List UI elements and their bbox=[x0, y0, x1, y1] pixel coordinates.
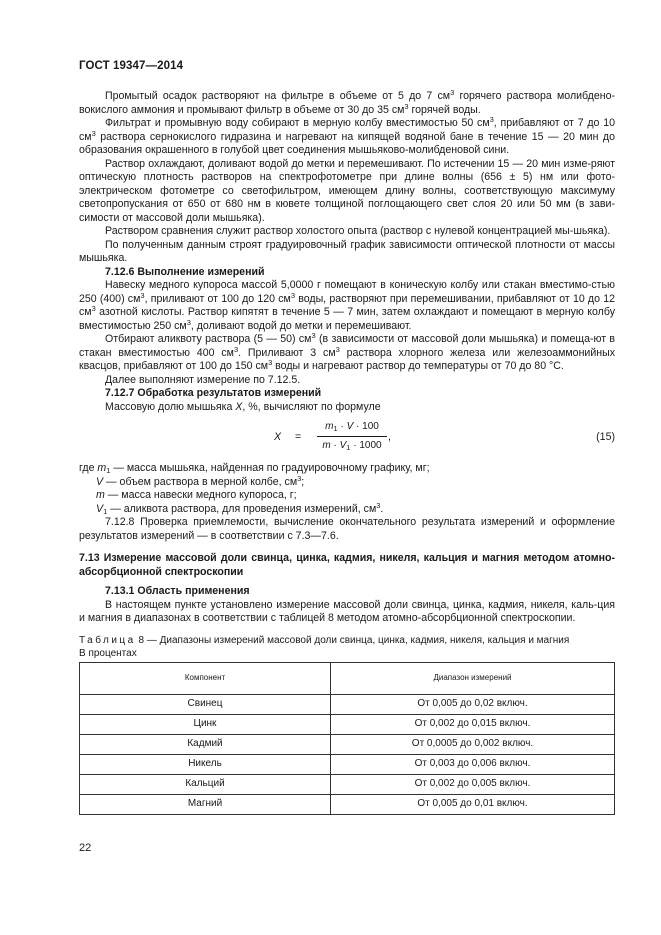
subscript: 1 bbox=[106, 466, 111, 475]
spacer bbox=[79, 543, 615, 552]
superscript: 3 bbox=[404, 101, 409, 111]
paragraph bbox=[79, 90, 615, 117]
table-cell: Цинк bbox=[80, 714, 331, 734]
formula-lhs: X bbox=[274, 431, 282, 443]
table-row bbox=[80, 734, 615, 754]
paragraph bbox=[79, 401, 615, 415]
table-row bbox=[80, 714, 615, 734]
superscript: 3 bbox=[290, 290, 296, 300]
paragraph: Далее выполняют измерение по 7.12.5. bbox=[105, 373, 301, 386]
table-row bbox=[80, 774, 615, 794]
table-cell: От 0,002 до 0,005 включ. bbox=[331, 774, 615, 794]
formula-equals: = bbox=[295, 431, 302, 443]
paragraph: 7.12.8 Проверка приемлемости, вычисление окончательного результата измерений и оформление результатов измерений — в соответствии с 7.3—7.6. bbox=[79, 516, 615, 542]
text: азотной кислоты. Раствор кипятят в течение 5 — 7 мин, затем охлаждают и помещают в мерную колбу вместимостью 250 см bbox=[79, 306, 615, 332]
table-cell: Магний bbox=[80, 794, 331, 814]
paragraph bbox=[79, 333, 615, 374]
superscript: 3 bbox=[91, 304, 96, 313]
table-cell: Свинец bbox=[80, 694, 331, 714]
text: Промытый осадок растворяют на фильтре в объеме от 5 до 7 см bbox=[105, 90, 451, 102]
paragraph: В настоящем пункте установлено измерение массовой доли свинца, цинка, кадмия, никеля, каль-ция и магния в диапазонах в соответствии с таблицей 8 методом атомно-абсорбционной спектроскопии. bbox=[79, 598, 615, 624]
standard-header: ГОСТ 19347—2014 bbox=[79, 60, 184, 72]
section-heading: 7.13 Измерение массовой доли свинца, цинка, кадмия, никеля, кальция и магния методом атомно-абсорбционной спектроскопии bbox=[79, 552, 615, 578]
superscript: 3 bbox=[335, 344, 340, 354]
table-caption bbox=[79, 634, 615, 648]
text: . bbox=[380, 502, 384, 515]
text: , прибавляют от 7 до 10 см bbox=[79, 117, 615, 143]
fraction-line bbox=[317, 436, 387, 437]
text: раствора хлорного железа или железоаммонийных квасцов, прибавляют от 100 до 150 см bbox=[79, 346, 616, 372]
table-unit: В процентах bbox=[79, 648, 137, 659]
table-header-row bbox=[80, 662, 615, 694]
paragraph: Раствором сравнения служит раствор холостого опыта (раствор с нулевой концентрацией мы-шьяка). bbox=[105, 225, 611, 237]
superscript: 3 bbox=[297, 473, 302, 483]
paragraph: Раствор охлаждают, доливают водой до метки и перемешивают. По истечении 15 — 20 мин изме-ряют оптическую плотность растворов на спектрофотометре при длине волны (656 ± 5) нм или фото-электрическом фотометре со светофильтром, имеющем длину волны, соответствующую максимуму светопропускания от 650 от 680 нм в кювете толщиной поглощающего свет слоя 20 или 50 мм (в зави-симости от массовой доли мышьяка). bbox=[79, 157, 615, 224]
superscript: 3 bbox=[311, 331, 316, 340]
table-cell: От 0,005 до 0,02 включ. bbox=[331, 694, 615, 714]
table-cell: От 0,002 до 0,015 включ. bbox=[331, 714, 615, 734]
formula-numerator: $m_1 \cdot V \cdot 100$ bbox=[325, 421, 379, 433]
text: где bbox=[79, 462, 98, 474]
superscript: 3 bbox=[186, 317, 191, 327]
text: раствора сернокислого гидразина и нагревают на кипящей водяной бане в течение 15 — 20 мин до образования окрашенного в голубой цвет соединения мышьяково-молибденовой сини. bbox=[79, 130, 615, 156]
text: Массовую долю мышьяка bbox=[105, 400, 236, 413]
variable: m bbox=[96, 489, 105, 501]
table-cell: От 0,0005 до 0,002 включ. bbox=[331, 734, 615, 754]
table-cell: Кадмий bbox=[80, 734, 331, 754]
text: — масса навески медного купороса, г; bbox=[104, 489, 297, 501]
text: , доливают водой до метки и перемешивают. bbox=[190, 319, 412, 332]
column-header: Компонент bbox=[80, 662, 331, 694]
formula-15 bbox=[79, 418, 615, 458]
definition-line bbox=[79, 473, 615, 490]
text: воды и нагревают раствор до температуры от 70 до 80 °С. bbox=[272, 360, 564, 372]
superscript: 3 bbox=[268, 358, 273, 367]
text: Фильтрат и промывную воду собирают в мерную колбу вместимостью 50 см bbox=[105, 117, 490, 129]
paragraph: По полученным данным строят градуировочный график зависимости оптической плотности от массы мышьяка. bbox=[79, 238, 615, 264]
text: Отбирают аликвоту раствора (5 — 50) см bbox=[105, 333, 312, 345]
text: 8 — Диапазоны измерений массовой доли свинца, цинка, кадмия, никеля, кальция и магния bbox=[135, 634, 570, 646]
superscript: 3 bbox=[233, 344, 239, 354]
text: Навеску медного купороса массой 5,0000 г помещают в коническую колбу или стакан вместимо-стью 250 (400) см bbox=[79, 279, 615, 305]
paragraph bbox=[79, 117, 615, 158]
text: — аликвота раствора, для проведения измерений, см bbox=[107, 502, 377, 515]
table-cell: Кальций bbox=[80, 774, 331, 794]
table-cell: Никель bbox=[80, 754, 331, 774]
table-cell: От 0,005 до 0,01 включ. bbox=[331, 794, 615, 814]
variable: X bbox=[235, 400, 243, 413]
definition-line bbox=[79, 462, 615, 476]
table-row bbox=[80, 694, 615, 714]
superscript: 3 bbox=[91, 128, 96, 138]
text: воды, растворяют при перемешивании, прибавляют от 10 до 12 см bbox=[79, 292, 615, 318]
column-header: Диапазон измерений bbox=[331, 662, 615, 694]
superscript: 3 bbox=[489, 115, 494, 124]
text: , %, вычисляют по формуле bbox=[242, 400, 381, 413]
table-8 bbox=[79, 662, 615, 815]
text: — объем раствора в мерной колбе, см bbox=[103, 475, 298, 488]
paragraph bbox=[79, 279, 615, 333]
table-row bbox=[80, 754, 615, 774]
text: горячей воды. bbox=[408, 103, 481, 116]
text: (в зависимости от массовой доли мышьяка) и помеща-ют в стакан вместимостью 400 см bbox=[79, 333, 616, 359]
text: горячего раствора молибдено-вокислого аммония и промывают фильтр в объеме от 30 до 35 см bbox=[79, 90, 615, 116]
definition-line bbox=[79, 489, 615, 503]
table-cell: От 0,003 до 0,006 включ. bbox=[331, 754, 615, 774]
spacer bbox=[79, 626, 615, 634]
page-body bbox=[79, 90, 615, 815]
formula-number: (15) bbox=[596, 431, 615, 443]
text: . Приливают 3 см bbox=[238, 346, 336, 359]
section-heading: 7.12.6 Выполнение измерений bbox=[105, 265, 265, 278]
superscript: 3 bbox=[450, 88, 455, 97]
text: — масса мышьяка, найденная по градуировочному графику, мг; bbox=[110, 462, 430, 474]
variable: V bbox=[96, 475, 104, 488]
formula-denominator: $m \cdot V_1 \cdot 1000$ bbox=[322, 440, 382, 452]
variable: V bbox=[96, 502, 104, 515]
variable: m bbox=[97, 462, 107, 474]
subscript: 1 bbox=[103, 506, 108, 516]
table-row bbox=[80, 794, 615, 814]
text: ; bbox=[301, 475, 305, 488]
superscript: 3 bbox=[140, 290, 145, 300]
superscript: 3 bbox=[376, 500, 381, 510]
definition-line bbox=[79, 500, 615, 517]
table-caption-word: Таблица bbox=[79, 634, 136, 646]
page-number: 22 bbox=[79, 842, 92, 854]
formula-comma: , bbox=[388, 431, 391, 443]
section-heading: 7.12.7 Обработка результатов измерений bbox=[105, 387, 322, 399]
text: , приливают от 100 до 120 см bbox=[144, 292, 291, 305]
section-heading: 7.13.1 Область применения bbox=[105, 585, 250, 597]
